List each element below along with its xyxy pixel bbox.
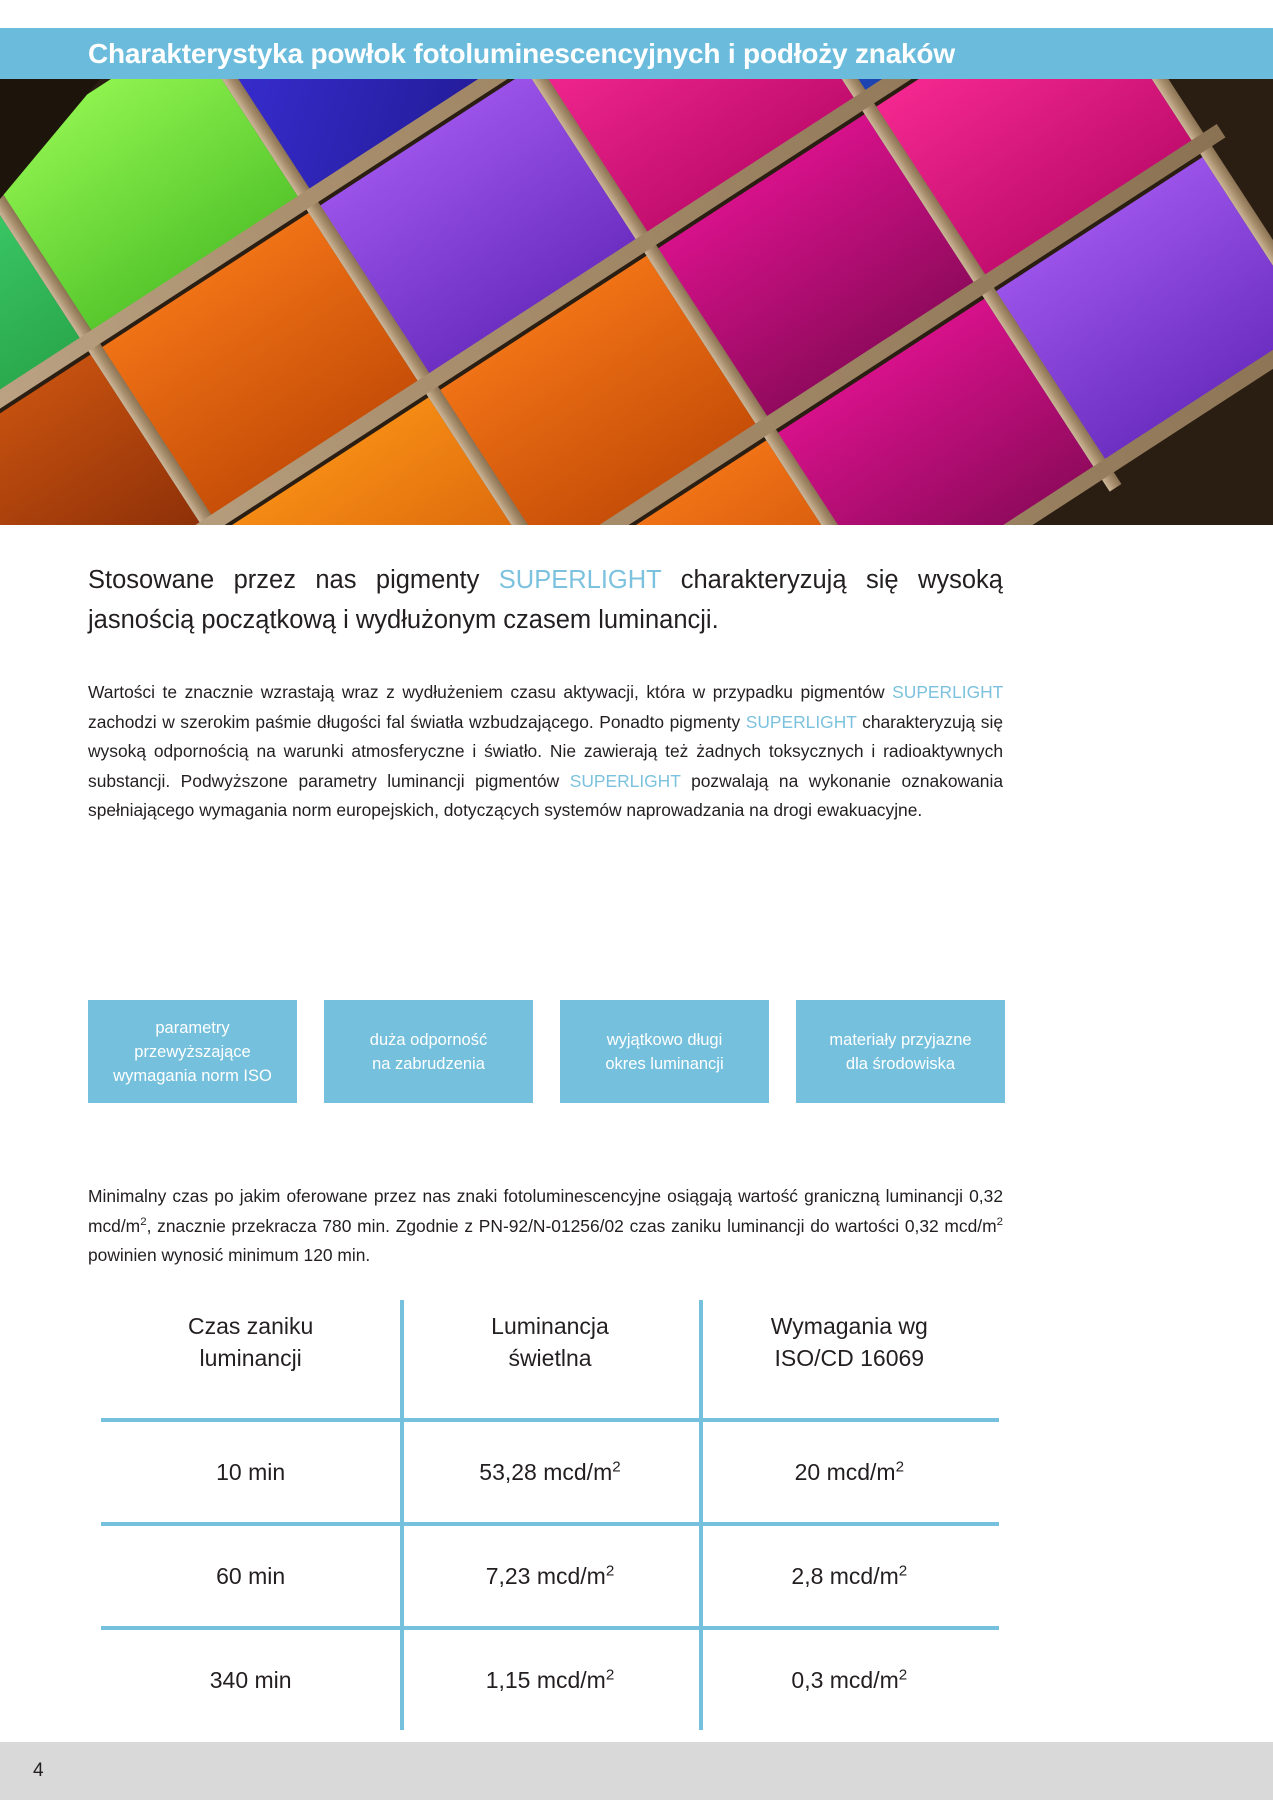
cell-requirement bbox=[700, 1630, 999, 1730]
feature-box-eco-friendly bbox=[796, 1000, 1005, 1103]
cell-superscript: 2 bbox=[605, 1666, 615, 1684]
note-seg-3: powinien wynosić minimum 120 min. bbox=[88, 1245, 371, 1265]
brand-superlight: SUPERLIGHT bbox=[892, 682, 1003, 702]
page-number: 4 bbox=[33, 1760, 44, 1781]
note-seg-1: Minimalny czas po jakim oferowane przez nas znaki fotoluminescencyjne osiągają wartość graniczną luminancji 0,32 mcd/m bbox=[88, 1186, 1003, 1236]
page-title: Charakterystyka powłok fotoluminescencyjnych i podłoży znaków bbox=[88, 37, 955, 69]
feature-box-row bbox=[88, 1000, 1148, 1103]
cell-luminance bbox=[400, 1526, 699, 1626]
feature-box-label bbox=[370, 1028, 487, 1076]
note-seg-2: , znacznie przekracza 780 min. Zgodnie z PN-92/N-01256/02 czas zaniku luminancji do wartości 0,32 mcd/m bbox=[146, 1215, 997, 1236]
cell-superscript: 2 bbox=[895, 1458, 905, 1476]
brand-superlight: SUPERLIGHT bbox=[745, 711, 857, 732]
page-footer bbox=[0, 1742, 1273, 1800]
table-row bbox=[101, 1630, 999, 1730]
note-superscript-1: 2 bbox=[140, 1215, 147, 1228]
feature-line-1: materiały przyjazne bbox=[829, 1030, 972, 1049]
feature-box-iso-parameters bbox=[88, 1000, 297, 1103]
intro-text-after: charakteryzują się wysoką jasnością początkową i wydłużonym czasem luminancji. bbox=[88, 566, 1003, 634]
header-line-1: Wymagania wg bbox=[770, 1313, 928, 1339]
cell-value: 20 mcd/m bbox=[794, 1459, 896, 1485]
cell-superscript: 2 bbox=[898, 1666, 908, 1684]
header-line-1: Luminancja bbox=[491, 1313, 609, 1339]
feature-line-1: wyjątkowo długi bbox=[606, 1030, 723, 1049]
cell-value: 0,3 mcd/m bbox=[791, 1667, 899, 1693]
feature-line-2: dla środowiska bbox=[845, 1054, 956, 1073]
feature-box-label bbox=[829, 1028, 971, 1076]
table-header-row bbox=[101, 1300, 999, 1418]
table-row bbox=[101, 1422, 999, 1522]
body-paragraph bbox=[88, 678, 1003, 826]
cell-value: 53,28 mcd/m bbox=[479, 1459, 613, 1485]
table-header-requirements bbox=[700, 1300, 999, 1418]
intro-text-before: Stosowane przez nas pigmenty bbox=[88, 566, 499, 594]
cell-requirement bbox=[700, 1422, 999, 1522]
feature-line-3: wymagania norm ISO bbox=[113, 1066, 272, 1085]
cell-value: 7,23 mcd/m bbox=[485, 1563, 606, 1589]
cell-superscript: 2 bbox=[898, 1562, 908, 1580]
body-seg-3: charakteryzują się wysoką odpornością na warunki atmosferyczne i światło. Nie zawierają też żadnych toksycznych i radioaktywnych substancji. Podwyższone parametry luminancji pigmentów bbox=[88, 711, 1004, 791]
cell-superscript: 2 bbox=[605, 1562, 615, 1580]
luminance-decay-table bbox=[101, 1300, 999, 1730]
intro-paragraph bbox=[88, 560, 1003, 640]
feature-box-long-luminance bbox=[560, 1000, 769, 1103]
cell-value: 1,15 mcd/m bbox=[485, 1667, 606, 1693]
cell-luminance bbox=[400, 1630, 699, 1730]
feature-box-label bbox=[113, 1016, 272, 1088]
cell-value: 2,8 mcd/m bbox=[791, 1563, 899, 1589]
feature-line-2: na zabrudzenia bbox=[372, 1054, 485, 1073]
cell-luminance bbox=[400, 1422, 699, 1522]
cell-decay-time: 60 min bbox=[216, 1563, 286, 1589]
luminance-note-paragraph bbox=[88, 1182, 1003, 1271]
cell-requirement bbox=[700, 1526, 999, 1626]
header-line-2: świetlna bbox=[508, 1345, 592, 1371]
body-seg-4: pozwalają na wykonanie oznakowania spełniającego wymagania norm europejskich, dotyczących systemów naprowadzania na drogi ewakuacyjne. bbox=[88, 770, 1003, 820]
header-line-2: luminancji bbox=[199, 1345, 302, 1371]
cell-superscript: 2 bbox=[612, 1458, 621, 1476]
pigment-powder-bins-photo bbox=[0, 79, 1273, 525]
feature-line-2: przewyższające bbox=[134, 1042, 251, 1061]
cell-decay-time: 10 min bbox=[216, 1459, 286, 1485]
feature-box-label bbox=[605, 1028, 723, 1076]
table-row bbox=[101, 1526, 999, 1626]
page-header-banner bbox=[0, 28, 1273, 79]
brand-superlight: SUPERLIGHT bbox=[498, 566, 662, 594]
brand-superlight: SUPERLIGHT bbox=[569, 770, 681, 791]
table-header-decay-time bbox=[101, 1300, 400, 1418]
photo-illustration bbox=[0, 79, 1273, 525]
cell-decay-time: 340 min bbox=[209, 1667, 292, 1693]
article-content bbox=[88, 560, 1003, 826]
body-seg-2: zachodzi w szerokim paśmie długości fal światła wzbudzającego. Ponadto pigmenty bbox=[88, 711, 746, 732]
feature-line-2: okres luminancji bbox=[605, 1054, 724, 1073]
note-superscript-2: 2 bbox=[996, 1215, 1003, 1228]
header-line-1: Czas zaniku bbox=[188, 1313, 314, 1339]
feature-line-1: duża odporność bbox=[369, 1030, 488, 1049]
body-seg-1: Wartości te znacznie wzrastają wraz z wydłużeniem czasu aktywacji, która w przypadku pigmentów bbox=[88, 682, 893, 702]
header-line-2: ISO/CD 16069 bbox=[774, 1345, 925, 1371]
feature-line-1: parametry bbox=[155, 1018, 230, 1037]
feature-box-dirt-resistance bbox=[324, 1000, 533, 1103]
table-header-luminance bbox=[400, 1300, 699, 1418]
